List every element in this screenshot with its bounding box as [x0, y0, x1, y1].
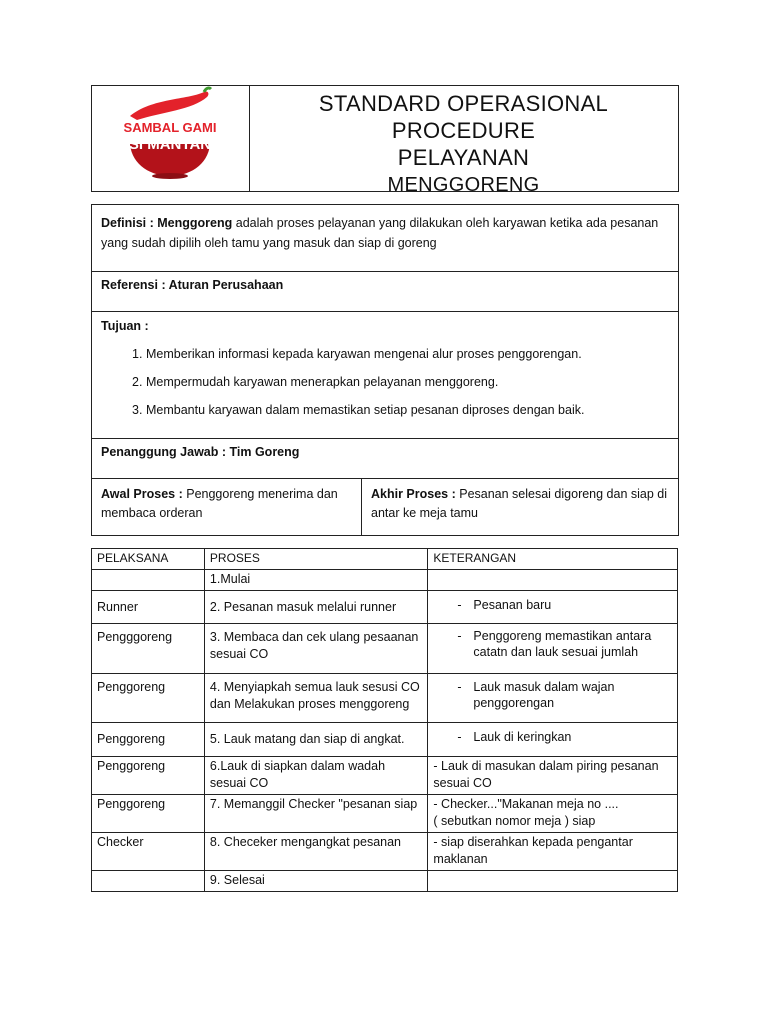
keterangan-text: Lauk masuk dalam wajan penggorengan [473, 680, 615, 710]
awal-proses-text: Penggoreng menerima dan membaca orderan [101, 487, 338, 520]
keterangan-text: Lauk di keringkan [473, 730, 572, 744]
tujuan-num: 1. [132, 347, 143, 361]
table-row [92, 674, 678, 723]
tujuan-num: 2. [132, 375, 143, 389]
akhir-proses-text: Pesanan selesai digoreng dan siap di antar ke meja tamu [371, 487, 668, 520]
cell-proses: 3. Membaca dan cek ulang pesaanan sesuai CO [204, 624, 428, 674]
tujuan-num: 3. [132, 403, 143, 417]
sambal-gami-logo [92, 86, 249, 191]
tujuan-label: Tujuan : [101, 319, 149, 333]
table-row [92, 570, 678, 591]
referensi-text: Referensi : Aturan Perusahaan [101, 278, 284, 292]
cell-keterangan: - Checker..."Makanan meja no .... ( sebutkan nomor meja ) siap [428, 795, 678, 833]
akhir-proses-label: Akhir Proses : [371, 487, 460, 501]
tujuan-item [101, 401, 669, 419]
tujuan-text: Mempermudah karyawan menerapkan pelayanan menggoreng. [146, 375, 499, 389]
title-line-1: STANDARD OPERASIONAL [318, 91, 609, 116]
cell-keterangan [428, 723, 678, 757]
tujuan-text: Membantu karyawan dalam memastikan setiap pesanan diproses dengan baik. [146, 403, 585, 417]
cell-proses: 7. Memanggil Checker "pesanan siap [204, 795, 428, 833]
header-proses: PROSES [204, 549, 428, 570]
cell-keterangan [428, 570, 678, 591]
dash-mark: - [457, 598, 462, 612]
cell-proses: 4. Menyiapkah semua lauk sesusi CO dan Melakukan proses menggoreng [204, 674, 428, 723]
dash-mark: - [457, 680, 462, 694]
definisi-text: adalah proses pelayanan yang dilakukan oleh karyawan ketika ada pesanan yang sudah dipilih oleh tamu yang masuk dan siap di goreng [101, 216, 659, 250]
keterangan-text: Pesanan baru [473, 598, 552, 612]
title-cell [249, 86, 678, 196]
table-row [92, 624, 678, 674]
cell-keterangan [428, 871, 678, 892]
cell-proses: 6.Lauk di siapkan dalam wadah sesuai CO [204, 757, 428, 795]
referensi-row [92, 272, 678, 312]
cell-pelaksana: Checker [92, 833, 205, 871]
table-row [92, 757, 678, 795]
title-line-2: PROCEDURE [391, 118, 536, 143]
definisi-term: Menggoreng [157, 216, 233, 230]
cell-pelaksana: Penggoreng [92, 723, 205, 757]
cell-pelaksana: Penggoreng [92, 795, 205, 833]
cell-proses: 2. Pesanan masuk melalui runner [204, 591, 428, 624]
cell-keterangan [428, 624, 678, 674]
cell-keterangan: - Lauk di masukan dalam piring pesanan sesuai CO [428, 757, 678, 795]
cell-pelaksana [92, 570, 205, 591]
table-header-row [92, 549, 678, 570]
cell-keterangan [428, 591, 678, 624]
cell-proses: 9. Selesai [204, 871, 428, 892]
awal-proses-label: Awal Proses : [101, 487, 187, 501]
cell-pelaksana [92, 871, 205, 892]
dash-mark: - [457, 629, 462, 643]
process-table [91, 548, 678, 892]
penanggung-jawab-text: Penanggung Jawab : Tim Goreng [101, 445, 300, 459]
logo-cell [92, 86, 250, 191]
logo-text-line1: SAMBAL GAMI [123, 120, 217, 135]
header-pelaksana: PELAKSANA [92, 549, 205, 570]
cell-proses: 8. Checeker mengangkat pesanan [204, 833, 428, 871]
cell-keterangan: - siap diserahkan kepada pengantar maklanan [428, 833, 678, 871]
tujuan-row [92, 312, 678, 439]
info-box [91, 204, 679, 536]
definisi-row [92, 205, 678, 272]
proses-row [92, 479, 678, 535]
keterangan-text: Penggoreng memastikan antara catatn dan lauk sesuai jumlah [473, 629, 652, 659]
table-row [92, 723, 678, 757]
cell-keterangan [428, 674, 678, 723]
tujuan-item [101, 373, 669, 391]
logo-text-line2: SI MANTAN [128, 136, 212, 153]
table-row [92, 795, 678, 833]
awal-proses-cell [92, 479, 362, 535]
title-line-3: PELAYANAN [397, 145, 530, 170]
akhir-proses-cell [362, 479, 678, 547]
tujuan-item [101, 345, 669, 363]
tujuan-text: Memberikan informasi kepada karyawan mengenai alur proses penggorengan. [146, 347, 582, 361]
cell-proses: 5. Lauk matang dan siap di angkat. [204, 723, 428, 757]
table-row [92, 591, 678, 624]
table-row [92, 871, 678, 892]
table-row [92, 833, 678, 871]
dash-mark: - [457, 730, 462, 744]
cell-pelaksana: Pengggoreng [92, 624, 205, 674]
definisi-label: Definisi : [101, 216, 158, 230]
cell-pelaksana: Penggoreng [92, 757, 205, 795]
cell-proses: 1.Mulai [204, 570, 428, 591]
cell-pelaksana: Penggoreng [92, 674, 205, 723]
subtitle: MENGGORENG [387, 174, 540, 196]
header-keterangan: KETERANGAN [428, 549, 678, 570]
cell-pelaksana: Runner [92, 591, 205, 624]
tujuan-list [101, 345, 669, 419]
sop-header [91, 85, 679, 196]
penanggung-jawab-row [92, 439, 678, 479]
